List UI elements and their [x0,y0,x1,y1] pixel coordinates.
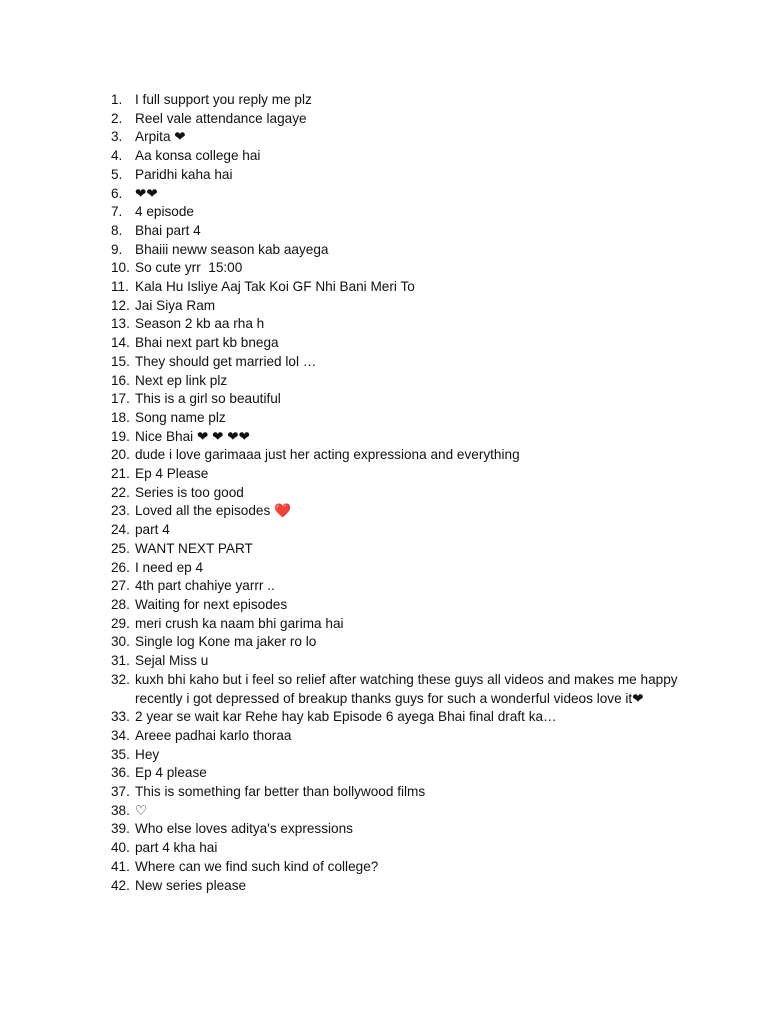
list-item-number: 25. [111,540,130,556]
list-item-text: Aa konsa college hai [135,148,261,164]
list-item-number: 29. [111,615,130,631]
list-item-number: 27. [111,578,130,594]
list-item-text: Bhai part 4 [135,222,201,238]
list-item-number: 21. [111,466,130,482]
list-item-text: Next ep link plz [135,372,228,388]
list-item [111,222,691,241]
list-item-text: part 4 kha hai [135,840,218,856]
list-item-number: 17. [111,391,130,407]
list-item [111,615,691,634]
list-item-text: ❤❤ [135,185,158,201]
list-item-text: So cute yrr 15:00 [135,260,243,276]
list-item-number: 22. [111,484,130,500]
list-item [111,166,691,185]
list-item-text: Bhai next part kb bnega [135,335,279,351]
list-item [111,91,691,110]
list-item [111,278,691,297]
list-item-number: 40. [111,840,130,856]
list-item-text: meri crush ka naam bhi garima hai [135,615,344,631]
list-item-text: Nice Bhai ❤ ❤ ❤❤ [135,428,251,444]
list-item [111,446,691,465]
list-item-number: 28. [111,596,130,612]
heart-icon: ❤️ [274,503,291,519]
list-item-text: Bhaiii neww season kab aayega [135,241,329,257]
list-item-number: 19. [111,428,130,444]
list-item-number: 32. [111,671,130,687]
list-item-text: Who else loves aditya's expressions [135,821,353,837]
list-item [111,465,691,484]
list-item [111,820,691,839]
list-item [111,633,691,652]
list-item [111,297,691,316]
list-item [111,577,691,596]
list-item-text: They should get married lol … [135,353,317,369]
list-item-text: Ep 4 please [135,765,207,781]
list-item [111,484,691,503]
list-item [111,652,691,671]
list-item-text: part 4 [135,522,170,538]
list-item-number: 24. [111,522,130,538]
list-item-number: 8. [111,222,123,238]
list-item-number: 1. [111,92,123,107]
list-item [111,596,691,615]
list-item-text: 2 year se wait kar Rehe hay kab Episode 6 ayega Bhai final draft ka… [135,709,557,725]
list-item [111,147,691,166]
list-item-number: 13. [111,316,130,332]
list-item-number: 14. [111,335,130,351]
list-item-number: 5. [111,166,123,182]
list-item [111,746,691,765]
list-item-text: Paridhi kaha hai [135,166,233,182]
list-item [111,521,691,540]
list-item [111,203,691,222]
list-item [111,185,691,204]
list-item-number: 20. [111,447,130,463]
list-item-number: 10. [111,260,130,276]
list-item-text: Sejal Miss u [135,653,209,669]
list-item-number: 23. [111,503,130,519]
list-item-text: Jai Siya Ram [135,297,216,313]
list-item-text: Kala Hu Isliye Aaj Tak Koi GF Nhi Bani Meri To [135,279,415,295]
list-item [111,764,691,783]
list-item-text: Series is too good [135,484,244,500]
list-item-text: 4 episode [135,204,194,220]
list-item-number: 31. [111,653,130,669]
list-item-text: dude i love garimaaa just her acting expressiona and everything [135,447,520,463]
list-item [111,110,691,129]
list-item-number: 26. [111,559,130,575]
list-item-number: 39. [111,821,130,837]
list-item-text: I need ep 4 [135,559,204,575]
list-item [111,540,691,559]
list-item [111,128,691,147]
list-item [111,259,691,278]
list-item-number: 3. [111,129,123,145]
list-item-number: 35. [111,746,130,762]
list-item-number: 15. [111,353,130,369]
list-item-number: 36. [111,765,130,781]
list-item [111,353,691,372]
list-item [111,334,691,353]
list-item [111,559,691,578]
list-item-text: Arpita ❤ [135,129,186,145]
list-item-text: Where can we find such kind of college? [135,858,379,874]
list-item-number: 18. [111,409,130,425]
list-item-text: I full support you reply me plz [135,92,312,107]
list-item [111,783,691,802]
list-item-number: 4. [111,148,123,164]
list-item [111,802,691,821]
list-item [111,858,691,877]
list-item-text: Reel vale attendance lagaye [135,110,307,126]
comment-list [111,91,691,895]
list-item [111,390,691,409]
list-item-number: 7. [111,204,123,220]
list-item [111,409,691,428]
list-item [111,372,691,391]
list-item-text: Ep 4 Please [135,466,209,482]
list-item-text: 4th part chahiye yarrr .. [135,578,275,594]
list-item-number: 16. [111,372,130,388]
list-item-text: ♡ [135,802,148,818]
list-item [111,727,691,746]
list-item-text: WANT NEXT PART [135,540,253,556]
list-item-text: Song name plz [135,409,226,425]
list-item [111,241,691,260]
list-item-text: New series please [135,877,247,893]
list-item-number: 41. [111,858,130,874]
list-item [111,671,691,708]
list-item-text: Season 2 kb aa rha h [135,316,265,332]
list-item-number: 2. [111,110,123,126]
list-item [111,708,691,727]
list-item-text: kuxh bhi kaho but i feel so relief after watching these guys all videos and makes me happy recently i got depressed of breakup thanks guys for such a wonderful videos love it❤ [135,671,682,706]
list-item [111,839,691,858]
list-item [111,428,691,447]
list-item-number: 6. [111,185,123,201]
list-item [111,877,691,896]
list-item-number: 42. [111,877,130,893]
list-item-text: Loved all the episodes ❤️ [135,503,291,519]
list-item-number: 33. [111,709,130,725]
list-item-number: 30. [111,634,130,650]
list-item-number: 38. [111,802,130,818]
list-item [111,315,691,334]
list-item [111,502,691,521]
list-item-number: 9. [111,241,123,257]
list-item-number: 11. [111,279,129,295]
list-item-text: This is a girl so beautiful [135,391,281,407]
list-item-text: Areee padhai karlo thoraa [135,727,292,743]
list-item-number: 34. [111,727,130,743]
list-item-text: Hey [135,746,160,762]
list-item-number: 12. [111,297,130,313]
list-item-text: This is something far better than bollywood films [135,784,426,800]
list-item-number: 37. [111,784,130,800]
list-item-text: Single log Kone ma jaker ro lo [135,634,317,650]
list-item-text: Waiting for next episodes [135,596,288,612]
